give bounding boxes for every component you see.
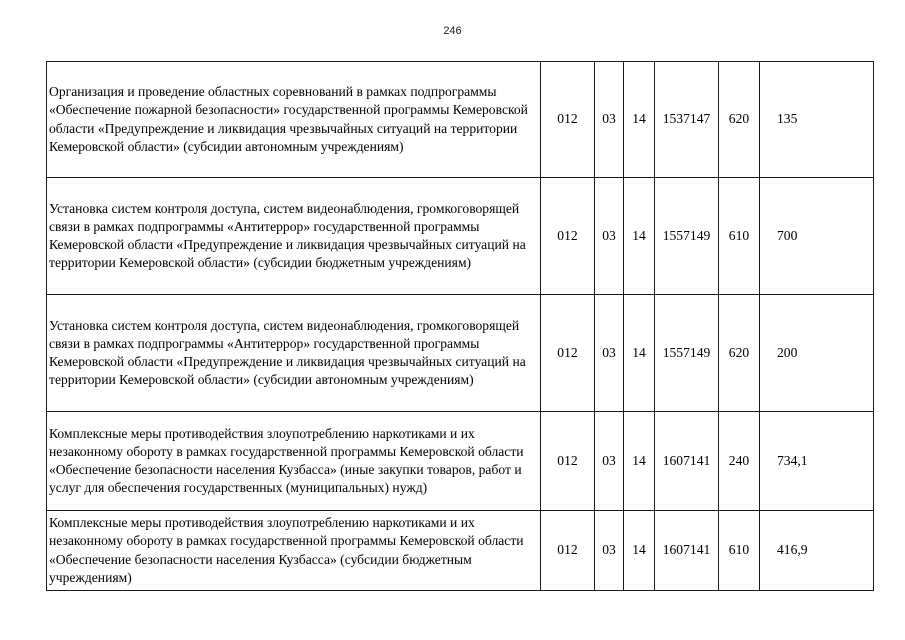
table-row xyxy=(47,178,874,295)
row-target-article: 1537147 xyxy=(655,62,719,178)
row-ministry-code: 012 xyxy=(541,62,595,178)
row-amount: 135 xyxy=(760,62,874,178)
row-section-code: 03 xyxy=(595,178,624,295)
row-expense-type: 610 xyxy=(719,511,760,591)
row-ministry-code: 012 xyxy=(541,412,595,511)
table-row xyxy=(47,511,874,591)
page-number: 246 xyxy=(443,25,462,37)
row-amount: 734,1 xyxy=(760,412,874,511)
row-section-code: 03 xyxy=(595,62,624,178)
row-target-article: 1607141 xyxy=(655,511,719,591)
row-expense-type: 240 xyxy=(719,412,760,511)
row-description: Установка систем контроля доступа, систем видеонаблюдения, громкоговорящей связи в рамках подпрограммы «Антитеррор» государственной программы Кемеровской области «Предупреждение и ликвидация чрезвычайных ситуаций на территории Кемеровской области» (субсидии автономным учреждениям) xyxy=(47,295,541,412)
row-amount: 416,9 xyxy=(760,511,874,591)
row-subsection-code: 14 xyxy=(624,62,655,178)
row-section-code: 03 xyxy=(595,295,624,412)
row-description: Установка систем контроля доступа, систем видеонаблюдения, громкоговорящей связи в рамках подпрограммы «Антитеррор» государственной программы Кемеровской области «Предупреждение и ликвидация чрезвычайных ситуаций на территории Кемеровской области» (субсидии бюджетным учреждениям) xyxy=(47,178,541,295)
row-subsection-code: 14 xyxy=(624,511,655,591)
row-target-article: 1607141 xyxy=(655,412,719,511)
table-row xyxy=(47,295,874,412)
row-section-code: 03 xyxy=(595,412,624,511)
budget-table xyxy=(46,61,874,591)
row-ministry-code: 012 xyxy=(541,511,595,591)
row-amount: 200 xyxy=(760,295,874,412)
row-description: Организация и проведение областных соревнований в рамках подпрограммы «Обеспечение пожарной безопасности» государственной программы Кемеровской области «Предупреждение и ликвидация чрезвычайных ситуаций на территории Кемеровской области» (субсидии автономным учреждениям) xyxy=(47,62,541,178)
row-subsection-code: 14 xyxy=(624,295,655,412)
row-subsection-code: 14 xyxy=(624,178,655,295)
row-expense-type: 610 xyxy=(719,178,760,295)
row-section-code: 03 xyxy=(595,511,624,591)
table-row xyxy=(47,62,874,178)
row-amount: 700 xyxy=(760,178,874,295)
row-expense-type: 620 xyxy=(719,295,760,412)
row-description: Комплексные меры противодействия злоупотреблению наркотиками и их незаконному обороту в рамках государственной программы Кемеровской области «Обеспечение безопасности населения Кузбасса» (субсидии бюджетным учреждениям) xyxy=(47,511,541,591)
row-expense-type: 620 xyxy=(719,62,760,178)
row-target-article: 1557149 xyxy=(655,295,719,412)
row-subsection-code: 14 xyxy=(624,412,655,511)
row-ministry-code: 012 xyxy=(541,178,595,295)
row-target-article: 1557149 xyxy=(655,178,719,295)
row-description: Комплексные меры противодействия злоупотреблению наркотиками и их незаконному обороту в рамках государственной программы Кемеровской области «Обеспечение безопасности населения Кузбасса» (иные закупки товаров, работ и услуг для обеспечения государственных (муниципальных) нужд) xyxy=(47,412,541,511)
row-ministry-code: 012 xyxy=(541,295,595,412)
table-row xyxy=(47,412,874,511)
